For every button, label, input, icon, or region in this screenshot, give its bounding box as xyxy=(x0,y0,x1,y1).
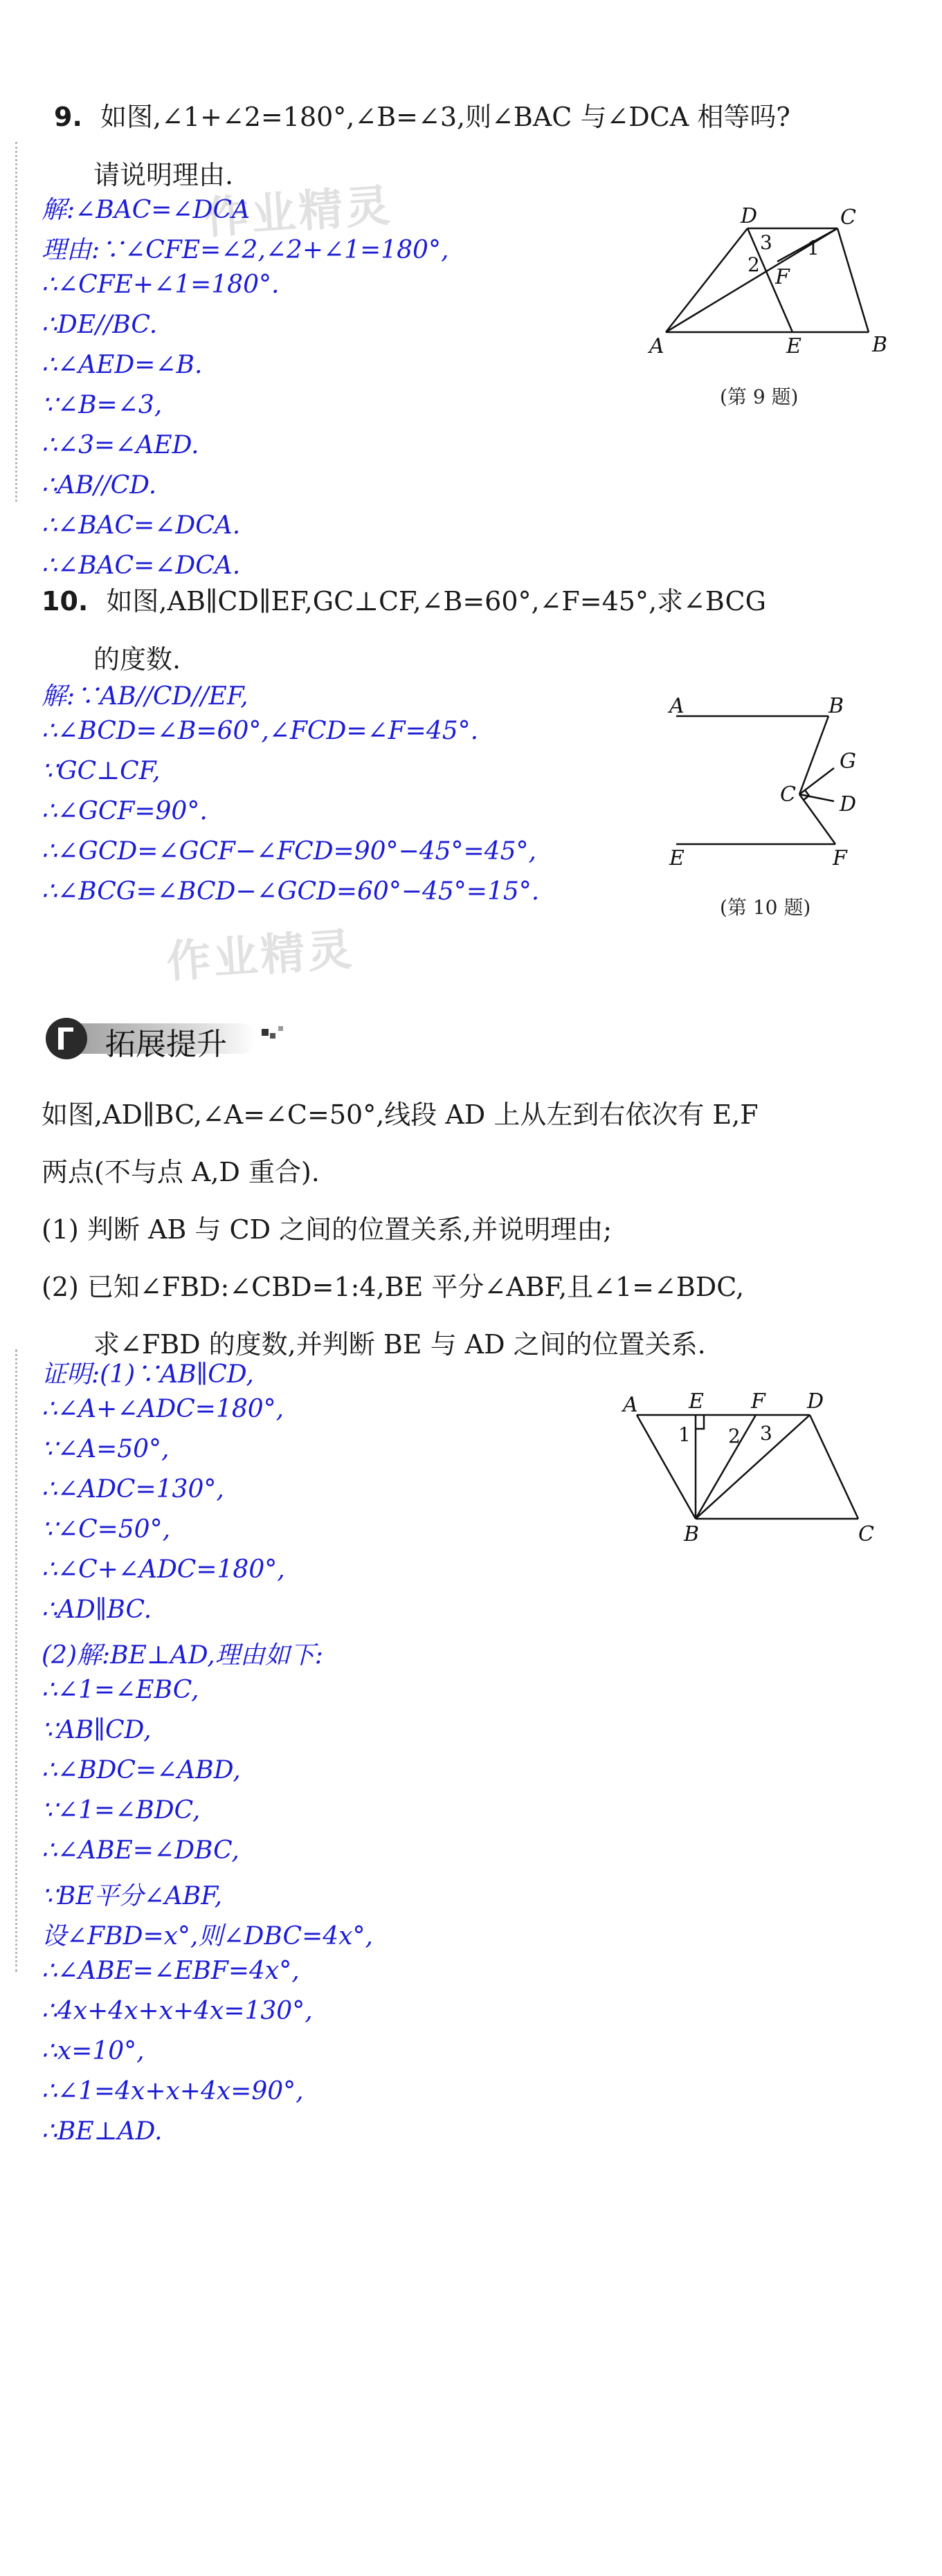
point-label: A xyxy=(623,1393,638,1417)
point-label: D xyxy=(741,208,758,228)
answer-line: ∴∠CFE+∠1=180°. xyxy=(42,271,280,299)
answer-line: ∵AB∥CD, xyxy=(42,1716,152,1744)
q9-caption: (第 9 题) xyxy=(720,385,799,408)
answer-line: ∵∠1=∠BDC, xyxy=(42,1796,201,1825)
answer-line: ∴∠1=∠EBC, xyxy=(42,1676,199,1704)
answer-line: ∴BE⊥AD. xyxy=(42,2117,163,2146)
answer-line: ∴∠BDC=∠ABD, xyxy=(42,1756,241,1784)
point-label: E xyxy=(669,846,685,870)
point-label: E xyxy=(689,1389,704,1414)
point-label: F xyxy=(775,265,790,289)
answer-line: (2)解:BE⊥AD,理由如下: xyxy=(42,1641,323,1670)
answer-line: ∴∠GCF=90°. xyxy=(42,797,208,825)
answer-line: 证明:(1)∵AB∥CD, xyxy=(42,1360,254,1389)
answer-line: ∵∠B=∠3, xyxy=(42,391,163,419)
ext-part-2: (2) 已知∠FBD:∠CBD=1:4,BE 平分∠ABF,且∠1=∠BDC, xyxy=(42,1272,745,1302)
answer-line: ∴∠ABE=∠EBF=4x°, xyxy=(42,1957,300,1985)
ext-figure xyxy=(609,1387,886,1546)
answer-line: ∵∠A=50°, xyxy=(42,1435,170,1463)
answer-line: ∴∠3=∠AED. xyxy=(42,431,199,459)
answer-line: ∴4x+4x+x+4x=130°, xyxy=(42,1997,313,2025)
answer-line: ∴∠ABE=∠DBC, xyxy=(42,1836,239,1865)
answer-line: 理由:∵∠CFE=∠2,∠2+∠1=180°, xyxy=(42,236,449,264)
answer-line: ∴∠BCG=∠BCD−∠GCD=60°−45°=15°. xyxy=(42,877,540,906)
answer-line: ∴∠C+∠ADC=180°, xyxy=(42,1555,285,1584)
q10-figure xyxy=(661,692,889,879)
point-label: B xyxy=(872,333,888,357)
point-label: C xyxy=(840,208,856,230)
q9-number: 9. xyxy=(54,102,82,132)
margin-guide xyxy=(15,1349,17,1972)
q9-stem xyxy=(54,95,790,134)
answer-line: ∴AD∥BC. xyxy=(42,1596,152,1624)
ext-stem-line2: 两点(不与点 A,D 重合). xyxy=(42,1157,320,1187)
angle-label: 3 xyxy=(760,1422,772,1445)
watermark: 作业精灵 xyxy=(165,924,356,989)
angle-label: 2 xyxy=(728,1425,741,1447)
angle-label: 1 xyxy=(807,237,819,259)
point-label: A xyxy=(669,694,685,718)
q10-text: 如图,AB∥CD∥EF,GC⊥CF,∠B=60°,∠F=45°,求∠BCG xyxy=(106,586,766,616)
answer-line: ∴∠AED=∠B. xyxy=(42,351,203,379)
q10-stem xyxy=(42,580,766,618)
point-label: E xyxy=(786,334,801,358)
answer-line: ∵GC⊥CF, xyxy=(42,757,161,785)
answer-line: ∴∠1=4x+x+4x=90°, xyxy=(42,2077,304,2105)
answer-line: 解:∠BAC=∠DCA xyxy=(42,196,251,224)
answer-line: ∴DE//BC. xyxy=(42,311,158,339)
q10-number: 10. xyxy=(42,586,89,616)
q9-stem-line2: 请说明理由. xyxy=(93,160,234,190)
answer-line: 设∠FBD=x°,则∠DBC=4x°, xyxy=(42,1922,373,1951)
point-label: G xyxy=(840,749,856,774)
section-header xyxy=(42,1014,305,1062)
point-label: B xyxy=(684,1522,700,1546)
section-title: 拓展提升 xyxy=(105,1027,227,1062)
point-label: C xyxy=(780,783,796,807)
answer-line: ∴∠A+∠ADC=180°, xyxy=(42,1395,284,1423)
ext-stem-line1: 如图,AD∥BC,∠A=∠C=50°,线段 AD 上从左到右依次有 E,F xyxy=(42,1099,759,1130)
point-label: D xyxy=(807,1389,824,1414)
answer-line: ∴∠BCD=∠B=60°,∠FCD=∠F=45°. xyxy=(42,717,479,745)
point-label: C xyxy=(858,1522,874,1546)
q10-stem-line2: 的度数. xyxy=(93,644,181,675)
point-label: D xyxy=(840,792,857,816)
q10-caption: (第 10 题) xyxy=(720,896,811,919)
answer-line: ∵BE平分∠ABF, xyxy=(42,1882,223,1910)
answer-line: ∴AB//CD. xyxy=(42,471,157,500)
point-label: F xyxy=(833,846,847,870)
answer-line: ∴x=10°, xyxy=(42,2037,145,2065)
q9-text: 如图,∠1+∠2=180°,∠B=∠3,则∠BAC 与∠DCA 相等吗? xyxy=(100,102,790,132)
answer-line: ∴∠ADC=130°, xyxy=(42,1475,224,1504)
angle-label: 2 xyxy=(748,253,760,276)
point-label: F xyxy=(751,1389,766,1414)
answer-line: ∴∠BAC=∠DCA. xyxy=(42,511,241,540)
margin-guide xyxy=(15,142,17,502)
ext-part-2-cont: 求∠FBD 的度数,并判断 BE 与 AD 之间的位置关系. xyxy=(93,1329,706,1360)
angle-label: 3 xyxy=(760,231,772,254)
answer-line: ∴∠GCD=∠GCF−∠FCD=90°−45°=45°, xyxy=(42,837,536,866)
angle-label: 1 xyxy=(678,1423,691,1446)
answer-line: ∴∠BAC=∠DCA. xyxy=(42,551,241,580)
answer-line: ∵∠C=50°, xyxy=(42,1515,171,1544)
watermark: 作业精灵 xyxy=(203,180,395,245)
answer-line: 解:∵AB//CD//EF, xyxy=(42,682,248,711)
point-label: A xyxy=(649,334,664,358)
ext-part-1: (1) 判断 AB 与 CD 之间的位置关系,并说明理由; xyxy=(42,1214,613,1245)
q9-figure xyxy=(644,208,893,374)
point-label: B xyxy=(828,694,844,718)
